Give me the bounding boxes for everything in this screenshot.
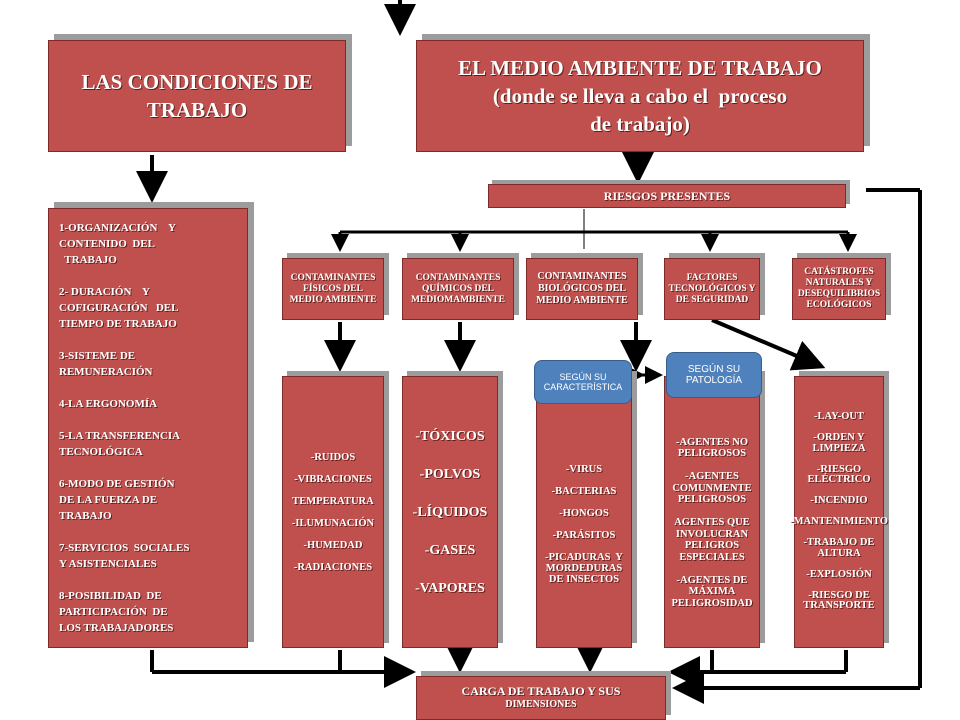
- detail-line: -HUMEDAD: [303, 539, 363, 551]
- detail-line: ESPECIALES: [679, 551, 745, 563]
- detail-line: [292, 485, 374, 496]
- detail-line: [413, 484, 488, 503]
- detail-line: -VAPORES: [415, 580, 485, 596]
- detail-line: [671, 563, 752, 575]
- detail-line: -VIBRACIONES: [294, 473, 372, 485]
- conditions-line: DE LA FUERZA DE: [59, 494, 158, 506]
- detail-line: -TRABAJO DE: [803, 537, 875, 549]
- conditions-line: 1-ORGANIZACIÓN Y: [59, 222, 176, 234]
- conditions-line: [59, 380, 189, 396]
- detail-line: MÁXIMA: [688, 586, 736, 598]
- detail-line: -AGENTES DE: [676, 574, 748, 586]
- conditions-header: LAS CONDICIONES DE TRABAJO: [48, 40, 346, 152]
- detail-line: -AGENTES NO: [675, 436, 749, 448]
- conditions-lines: [59, 220, 189, 636]
- detail-line: TRANSPORTE: [803, 600, 875, 612]
- details-technological: [664, 376, 760, 648]
- conditions-list: [48, 208, 248, 648]
- detail-line: -HONGOS: [559, 507, 609, 519]
- detail-line: [292, 529, 374, 540]
- environment-header: EL MEDIO AMBIENTE DE TRABAJO (donde se lleva a cabo el proceso de trabajo): [416, 40, 864, 152]
- conditions-line: TRABAJO: [59, 254, 117, 266]
- category-natural: CATÁSTROFES NATURALES Y DESEQUILIBRIOS ECOLÓGICOS: [792, 258, 886, 320]
- conditions-line: Y ASISTENCIALES: [59, 558, 157, 570]
- detail-line: [292, 463, 374, 474]
- detail-line: [671, 460, 752, 472]
- detail-line: -RADIACIONES: [293, 561, 373, 573]
- conditions-line: LOS TRABAJADORES: [59, 622, 174, 634]
- risks-title: RIESGOS PRESENTES: [488, 184, 846, 208]
- detail-line: PELIGROSOS: [677, 448, 747, 460]
- conditions-line: CONTENIDO DEL: [59, 238, 155, 250]
- detail-line: -ORDEN Y: [813, 432, 865, 444]
- detail-line: [292, 551, 374, 562]
- details-safety: [790, 376, 888, 648]
- detail-line: -ILUMUNACIÓN: [291, 517, 375, 529]
- detail-line: [413, 446, 488, 465]
- detail-line: -BACTERIAS: [551, 485, 617, 497]
- detail-line: COMUNMENTE: [672, 482, 752, 494]
- conditions-line: 4-LA ERGONOMÍA: [59, 398, 158, 410]
- detail-line: -TÓXICOS: [415, 428, 485, 444]
- detail-line: PELIGROS: [684, 540, 740, 552]
- details-biological: [536, 376, 632, 648]
- detail-line: -PARÁSITOS: [552, 529, 616, 541]
- detail-line: -INCENDIO: [810, 495, 868, 507]
- conditions-line: 5-LA TRANSFERENCIA: [59, 430, 181, 442]
- conditions-line: TRABAJO: [59, 510, 112, 522]
- category-chemical: CONTAMINANTES QUÍMICOS DEL MEDIOMAMBIENTE: [402, 258, 514, 320]
- detail-line: ELÉCTRICO: [807, 474, 871, 486]
- conditions-line: 6-MODO DE GESTIÓN: [59, 478, 175, 490]
- conditions-line: [59, 572, 189, 588]
- conditions-line: 2- DURACIÓN Y: [59, 286, 150, 298]
- detail-line: [545, 475, 623, 486]
- category-physical: CONTAMINANTES FÍSICOS DEL MEDIO AMBIENTE: [282, 258, 384, 320]
- conditions-line: [59, 524, 189, 540]
- conditions-line: [59, 268, 189, 284]
- details-chemical: [402, 376, 498, 648]
- detail-line: -RUIDOS: [310, 451, 356, 463]
- conditions-line: [59, 460, 189, 476]
- conditions-line: [59, 332, 189, 348]
- detail-line: PELIGROSOS: [677, 494, 747, 506]
- detail-line: [413, 522, 488, 541]
- detail-line: -MANTENIMIENTO: [790, 516, 888, 528]
- detail-line: -LÍQUIDOS: [412, 504, 488, 520]
- detail-line: -POLVOS: [419, 466, 481, 482]
- detail-line: [545, 541, 623, 552]
- detail-line: INVOLUCRAN: [675, 528, 749, 540]
- conditions-line: 8-POSIBILIDAD DE: [59, 590, 162, 602]
- detail-line: AGENTES QUE: [674, 517, 750, 529]
- detail-line: DE INSECTOS: [548, 573, 620, 585]
- label-by-characteristic: SEGÚN SU CARACTERÍSTICA: [534, 360, 632, 404]
- detail-line: -GASES: [424, 542, 476, 558]
- category-technological: FACTORES TECNOLÓGICOS Y DE SEGURIDAD: [664, 258, 760, 320]
- category-biological: CONTAMINANTES BIOLÓGICOS DEL MEDIO AMBIENTE: [526, 258, 638, 320]
- detail-line: -RIESGO: [816, 463, 862, 475]
- conditions-line: 7-SERVICIOS SOCIALES: [59, 542, 190, 554]
- detail-line: [292, 507, 374, 518]
- detail-line: PELIGROSIDAD: [671, 597, 753, 609]
- conditions-line: TIEMPO DE TRABAJO: [59, 318, 177, 330]
- details-physical: [282, 376, 384, 648]
- detail-line: [545, 497, 623, 508]
- conditions-line: TECNOLÓGICA: [59, 446, 143, 458]
- detail-line: [413, 560, 488, 579]
- detail-line: [545, 519, 623, 530]
- detail-line: -EXPLOSIÓN: [806, 568, 872, 580]
- detail-line: LIMPIEZA: [812, 442, 866, 454]
- detail-line: TEMPERATURA: [292, 495, 374, 507]
- detail-line: MORDEDURAS: [545, 562, 623, 574]
- conditions-line: COFIGURACIÓN DEL: [59, 302, 179, 314]
- conditions-line: REMUNERACIÓN: [59, 366, 153, 378]
- conditions-line: [59, 412, 189, 428]
- detail-line: ALTURA: [817, 547, 861, 559]
- label-by-pathology: SEGÚN SU PATOLOGÍA: [666, 352, 762, 398]
- detail-line: [671, 506, 752, 518]
- conditions-line: PARTICIPACIÓN DE: [59, 606, 168, 618]
- workload-footer: CARGA DE TRABAJO Y SUS DIMENSIONES: [416, 676, 666, 720]
- detail-line: -VIRUS: [565, 463, 603, 475]
- detail-line: -AGENTES: [685, 471, 739, 483]
- detail-line: -PICADURAS Y: [545, 551, 623, 563]
- detail-line: -LAY-OUT: [814, 411, 864, 423]
- detail-line: -RIESGO DE: [808, 589, 870, 601]
- conditions-line: 3-SISTEME DE: [59, 350, 136, 362]
